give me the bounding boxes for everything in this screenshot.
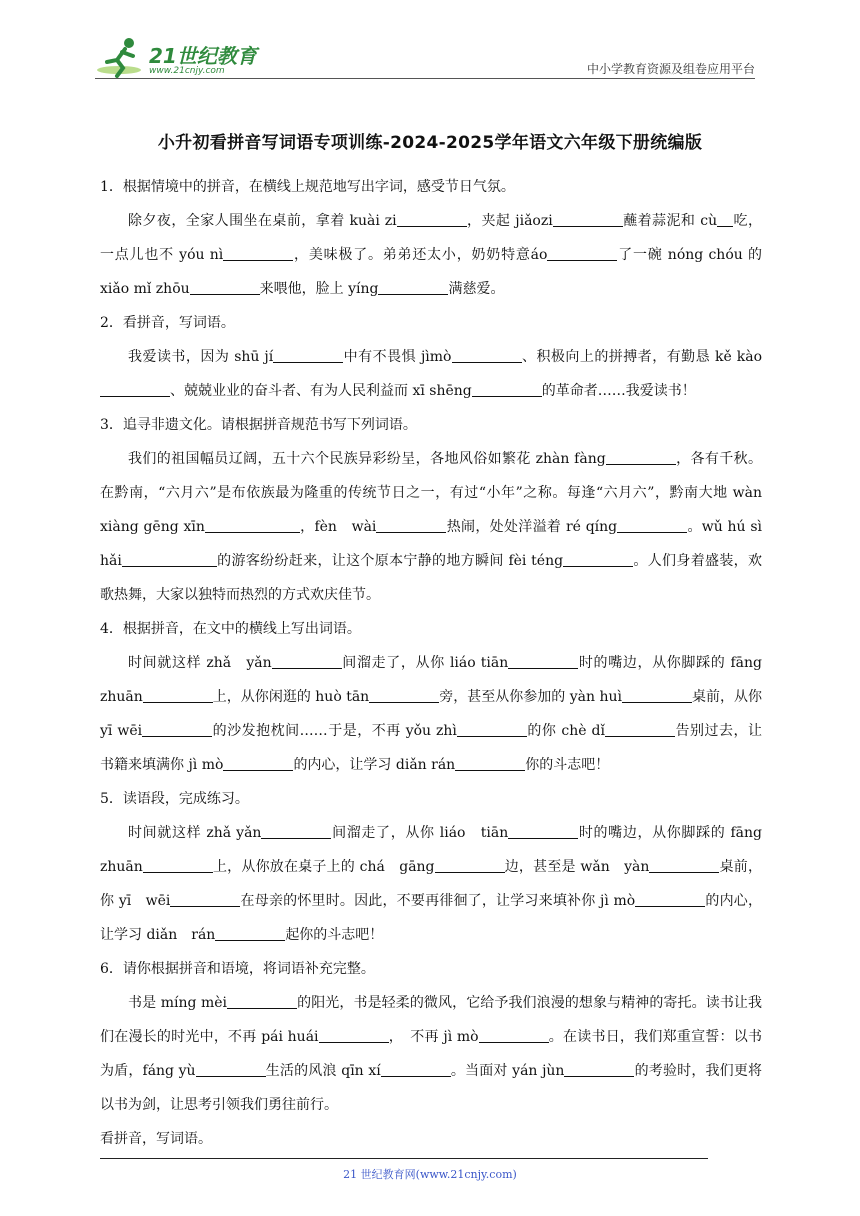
answer-blank[interactable] xyxy=(196,1058,266,1077)
answer-blank[interactable] xyxy=(273,344,343,363)
answer-blank[interactable] xyxy=(319,1024,389,1043)
question-6-heading: 6．请你根据拼音和语境，将词语补充完整。 xyxy=(100,961,375,977)
answer-blank[interactable] xyxy=(397,208,467,227)
answer-blank[interactable] xyxy=(622,684,692,703)
answer-blank[interactable] xyxy=(472,378,542,397)
answer-blank[interactable] xyxy=(100,378,170,397)
answer-blank[interactable] xyxy=(553,208,623,227)
question-1-passage: 除夕夜，全家人围坐在桌前，拿着 kuài zi ，夹起 jiǎozi 蘸着蒜泥和 cù 吃，一点儿也不 yóu nì ，美味极了。弟弟还太小，奶奶特意áo 了一碗 nóng chóu 的 xiǎo mǐ zhōu 来喂他，脸上 yíng 满慈爱。 xyxy=(100,204,762,306)
answer-blank[interactable] xyxy=(455,752,525,771)
answer-blank[interactable] xyxy=(635,888,705,907)
answer-blank[interactable] xyxy=(223,752,293,771)
platform-name: 中小学教育资源及组卷应用平台 xyxy=(586,62,755,76)
answer-blank[interactable] xyxy=(190,276,260,295)
site-logo xyxy=(95,36,265,78)
page-header xyxy=(95,30,755,78)
question-4-heading: 4．根据拼音，在文中的横线上写出词语。 xyxy=(100,621,361,637)
header-divider xyxy=(95,78,755,79)
answer-blank[interactable] xyxy=(170,888,240,907)
answer-blank[interactable] xyxy=(564,1058,634,1077)
question-2-heading: 2．看拼音，写词语。 xyxy=(100,315,235,331)
answer-blank[interactable] xyxy=(223,242,293,261)
answer-blank[interactable] xyxy=(143,854,213,873)
question-5-heading: 5．读语段，完成练习。 xyxy=(100,791,249,807)
answer-blank[interactable] xyxy=(435,854,505,873)
answer-blank[interactable] xyxy=(457,718,527,737)
answer-blank[interactable] xyxy=(381,1058,451,1077)
answer-blank[interactable] xyxy=(215,922,285,941)
answer-blank[interactable] xyxy=(605,718,675,737)
question-2-passage: 我爱读书，因为 shū jí 中有不畏惧 jìmò 、积极向上的拼搏者，有勤恳 kě kào、兢兢业业的奋斗者、有为人民利益而 xī shēng 的革命者……我爱读书！ xyxy=(100,340,762,408)
answer-blank[interactable] xyxy=(617,514,687,533)
question-4-passage: 时间就这样 zhǎ yǎn 间溜走了，从你 liáo tiān 时的嘴边，从你脚踩的 fāng zhuān 上，从你闲逛的 huò tān 旁，甚至从你参加的 yàn huì 桌前，从你 yī wēi 的沙发抱枕间……于是，不再 yǒu zhì 的你 chè dǐ 告别过去，让书籍来填满你 jì mò 的内心，让学习 diǎn rán 你的斗志吧！ xyxy=(100,646,762,782)
answer-blank[interactable] xyxy=(227,990,297,1009)
next-section-heading: 看拼音，写词语。 xyxy=(100,1131,212,1147)
question-3-passage: 我们的祖国幅员辽阔，五十六个民族异彩纷呈，各地风俗如繁花 zhàn fàng ，各有千秋。在黔南，“六月六”是布依族最为隆重的传统节日之一，有过“小年”之称。每逢“六月六”，黔南大地 wàn xiàng gēng xīn ，fèn wài 热闹，处处洋溢着 ré qíng 。wǔ hú sì hǎi 的游客纷纷赶来，让这个原本宁静的地方瞬间 fèi téng 。人们身着盛装，欢歌热舞，大家以独特而热烈的方式欢庆佳节。 xyxy=(100,442,762,612)
answer-blank[interactable] xyxy=(378,276,448,295)
answer-blank[interactable] xyxy=(261,820,331,839)
logo-title: 21世纪教育 xyxy=(149,44,257,68)
question-5-passage: 时间就这样 zhǎ yǎn 间溜走了，从你 liáo tiān 时的嘴边，从你脚踩的 fāng zhuān 上，从你放在桌子上的 chá gāng 边，甚至是 wǎn yàn 桌前，你 yī wēi 在母亲的怀里时。因此，不要再徘徊了，让学习来填补你 jì mò 的内心，让学习 diǎn rán 起你的斗志吧！ xyxy=(100,816,762,952)
answer-blank[interactable] xyxy=(143,684,213,703)
answer-blank[interactable] xyxy=(369,684,439,703)
answer-blank[interactable] xyxy=(606,446,676,465)
footer-divider xyxy=(100,1158,708,1159)
answer-blank[interactable] xyxy=(272,650,342,669)
answer-blank[interactable] xyxy=(508,650,578,669)
answer-blank[interactable] xyxy=(376,514,446,533)
worksheet-body xyxy=(100,170,762,1156)
question-6-passage: 书是 míng mèi 的阳光，书是轻柔的微风，它给予我们浪漫的想象与精神的寄托。读书让我们在漫长的时光中，不再 pái huái ， 不再 jì mò 。在读书日，我们郑重宣誓：以书为盾，fáng yù 生活的风浪 qīn xí 。当面对 yán jùn 的考验时，我们更将以书为剑，让思考引领我们勇往前行。 xyxy=(100,986,762,1122)
footer-link[interactable]: 21 世纪教育网(www.21cnjy.com) xyxy=(343,1168,517,1181)
answer-blank[interactable] xyxy=(508,820,578,839)
logo-url: www.21cnjy.com xyxy=(149,66,225,76)
answer-blank[interactable] xyxy=(563,548,633,567)
page-title: 小升初看拼音写词语专项训练-2024-2025学年语文六年级下册统编版 xyxy=(157,133,703,153)
answer-blank[interactable] xyxy=(479,1024,549,1043)
answer-blank[interactable] xyxy=(717,208,733,227)
runner-logo-icon xyxy=(95,36,147,78)
answer-blank[interactable] xyxy=(452,344,522,363)
answer-blank[interactable] xyxy=(547,242,617,261)
answer-blank[interactable] xyxy=(205,514,300,533)
answer-blank[interactable] xyxy=(649,854,719,873)
question-1-heading: 1．根据情境中的拼音，在横线上规范地写出字词，感受节日气氛。 xyxy=(100,179,515,195)
answer-blank[interactable] xyxy=(142,718,212,737)
answer-blank[interactable] xyxy=(122,548,217,567)
question-3-heading: 3．追寻非遗文化。请根据拼音规范书写下列词语。 xyxy=(100,417,417,433)
